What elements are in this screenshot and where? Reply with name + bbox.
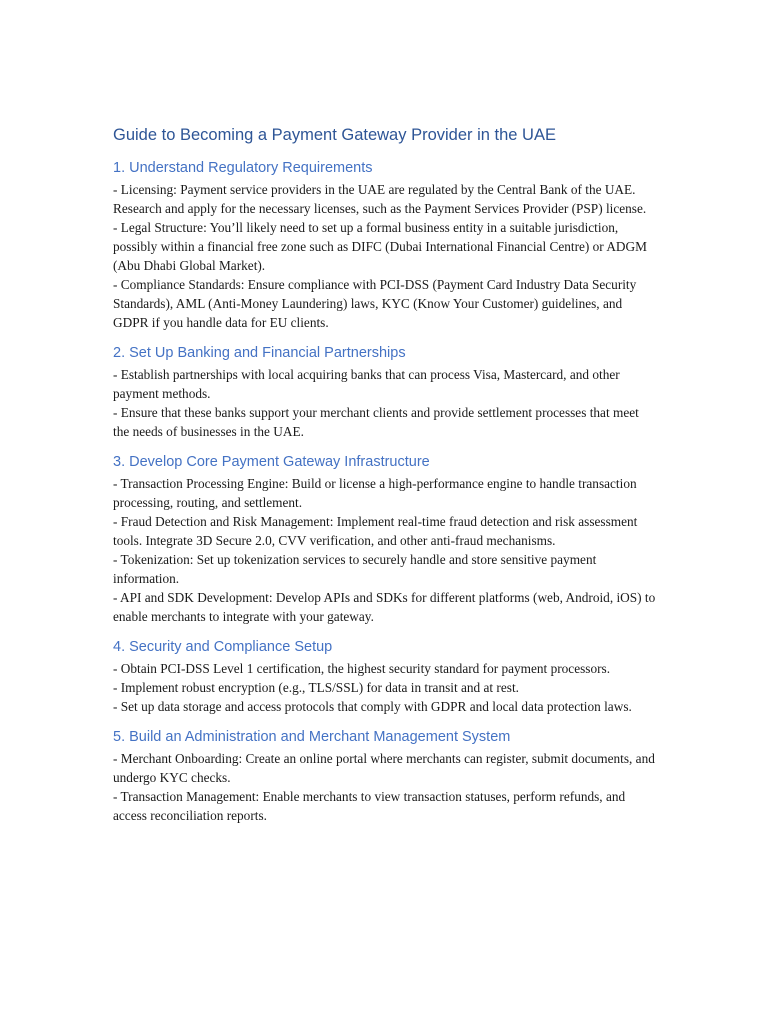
paragraph-merchant-onboarding: - Merchant Onboarding: Create an online portal where merchants can register, submit documents, and undergo KYC checks. xyxy=(113,751,655,785)
paragraph-compliance-standards: - Compliance Standards: Ensure compliance with PCI-DSS (Payment Card Industry Data Security Standards), AML (Anti-Money Laundering) laws, KYC (Know Your Customer) guidelines, and GDPR if you handle data for EU clients. xyxy=(113,277,637,330)
section-regulatory-requirements xyxy=(113,158,658,332)
section-heading: 5. Build an Administration and Merchant Management System xyxy=(113,729,511,745)
section-heading: 2. Set Up Banking and Financial Partnerships xyxy=(113,345,406,361)
paragraph-transaction-engine: - Transaction Processing Engine: Build or license a high-performance engine to handle transaction processing, routing, and settlement. xyxy=(113,476,637,510)
section-security-compliance xyxy=(113,637,658,716)
paragraph-pci-certification: - Obtain PCI-DSS Level 1 certification, the highest security standard for payment processors. xyxy=(113,661,611,676)
section-heading: 1. Understand Regulatory Requirements xyxy=(113,160,373,176)
section-core-infrastructure xyxy=(113,452,658,626)
paragraph-acquiring-banks: - Establish partnerships with local acquiring banks that can process Visa, Mastercard, and other payment methods. xyxy=(113,367,620,401)
paragraph-data-storage: - Set up data storage and access protocols that comply with GDPR and local data protection laws. xyxy=(113,699,632,714)
paragraph-licensing: - Licensing: Payment service providers in the UAE are regulated by the Central Bank of the UAE. Research and apply for the necessary licenses, such as the Payment Services Provider (PSP) license. xyxy=(113,182,647,216)
section-merchant-management xyxy=(113,727,658,825)
paragraph-legal-structure: - Legal Structure: You’ll likely need to set up a formal business entity in a suitable jurisdiction, possibly within a financial free zone such as DIFC (Dubai International Financial Centre) or ADGM (Abu Dhabi Global Market). xyxy=(113,220,647,273)
section-banking-partnerships xyxy=(113,343,658,441)
paragraph-tokenization: - Tokenization: Set up tokenization services to securely handle and store sensitive payment information. xyxy=(113,552,597,586)
document-title: Guide to Becoming a Payment Gateway Provider in the UAE xyxy=(113,126,556,144)
paragraph-encryption: - Implement robust encryption (e.g., TLS/SSL) for data in transit and at rest. xyxy=(113,680,519,695)
section-heading: 3. Develop Core Payment Gateway Infrastructure xyxy=(113,454,430,470)
paragraph-api-sdk: - API and SDK Development: Develop APIs and SDKs for different platforms (web, Android, iOS) to enable merchants to integrate with your gateway. xyxy=(113,590,656,624)
paragraph-settlement: - Ensure that these banks support your merchant clients and provide settlement processes that meet the needs of businesses in the UAE. xyxy=(113,405,639,439)
document-body xyxy=(113,124,658,836)
section-heading: 4. Security and Compliance Setup xyxy=(113,639,333,655)
paragraph-fraud-detection: - Fraud Detection and Risk Management: Implement real-time fraud detection and risk assessment tools. Integrate 3D Secure 2.0, CVV verification, and other anti-fraud mechanisms. xyxy=(113,514,638,548)
paragraph-transaction-management: - Transaction Management: Enable merchants to view transaction statuses, perform refunds, and access reconciliation reports. xyxy=(113,789,626,823)
